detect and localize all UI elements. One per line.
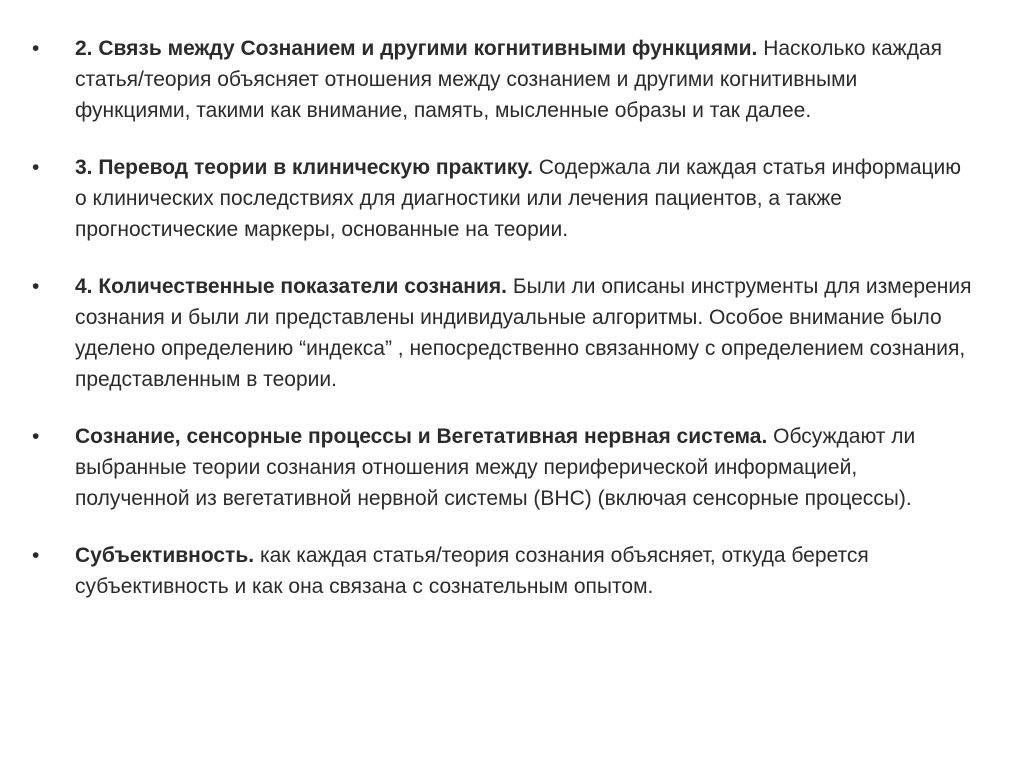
bullet-dot-icon: • bbox=[32, 37, 40, 60]
bullet-item-clinical-practice bbox=[32, 152, 972, 245]
bullet-title: Субъективность. bbox=[75, 544, 255, 567]
bullet-title: 3. Перевод теории в клиническую практику. bbox=[75, 156, 533, 179]
bullet-dot-icon: • bbox=[32, 156, 40, 179]
bullet-dot-icon: • bbox=[32, 544, 40, 567]
bullet-list bbox=[32, 33, 972, 602]
bullet-item-subjectivity bbox=[32, 540, 972, 602]
bullet-text: как каждая статья/теория сознания объясняет, откуда берется субъективность и как она связана с сознательным опытом. bbox=[75, 544, 869, 598]
bullet-title: Сознание, сенсорные процессы и Вегетативная нервная система. bbox=[75, 425, 768, 448]
bullet-title: 4. Количественные показатели сознания. bbox=[75, 275, 507, 298]
bullet-item-quantitative-measures bbox=[32, 271, 972, 395]
bullet-text: Были ли описаны инструменты для измерения сознания и были ли представлены индивидуальные алгоритмы. Особое внимание было уделено определению “индекса” , непосредственно связанному с определением сознания, представленным в теории. bbox=[75, 275, 972, 391]
bullet-item-consciousness-cognition bbox=[32, 33, 972, 126]
bullet-item-autonomic-system bbox=[32, 421, 972, 514]
bullet-text: Обсуждают ли выбранные теории сознания отношения между периферической информацией, полученной из вегетативной нервной системы (ВНС) (включая сенсорные процессы). bbox=[75, 425, 916, 510]
bullet-title: 2. Связь между Сознанием и другими когнитивными функциями. bbox=[75, 37, 758, 60]
bullet-text: Содержала ли каждая статья информацию о клинических последствиях для диагностики или лечения пациентов, а также прогностические маркеры, основанные на теории. bbox=[75, 156, 962, 241]
bullet-dot-icon: • bbox=[32, 275, 40, 298]
bullet-dot-icon: • bbox=[32, 425, 40, 448]
bullet-text: Насколько каждая статья/теория объясняет отношения между сознанием и другими когнитивными функциями, такими как внимание, память, мысленные образы и так далее. bbox=[75, 37, 943, 122]
